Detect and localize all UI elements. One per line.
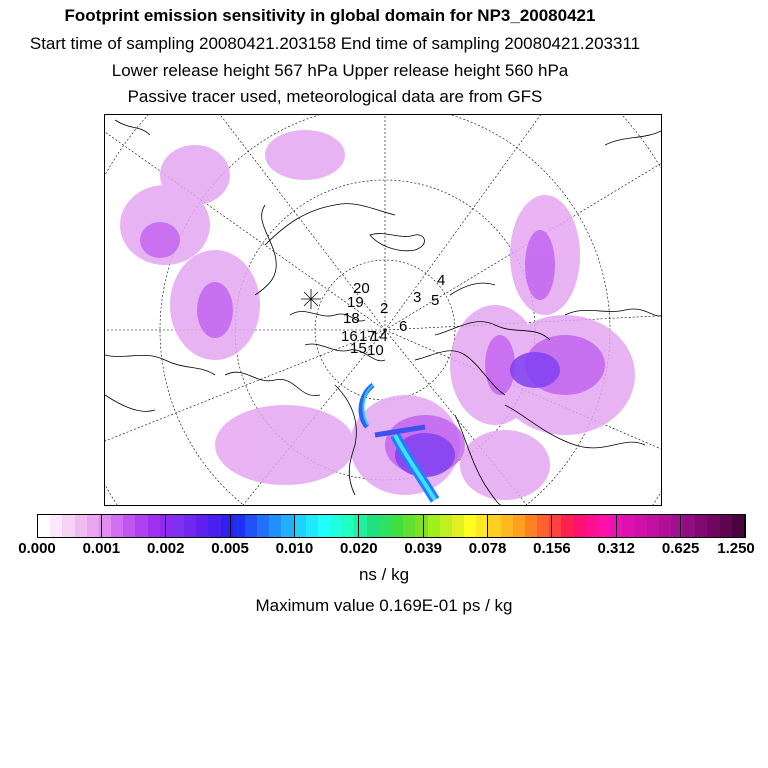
track-label: 16 xyxy=(341,328,358,345)
colorbar-units: ns / kg xyxy=(358,565,410,584)
colorbar-label: 1.250 xyxy=(717,540,755,557)
colorbar-label: 0.001 xyxy=(82,540,121,557)
colorbar-swatch xyxy=(488,515,500,537)
track-label: 10 xyxy=(367,342,384,359)
colorbar-swatch xyxy=(574,515,586,537)
colorbar-label: 0.020 xyxy=(340,540,378,557)
colorbar xyxy=(37,514,745,538)
colorbar-swatch xyxy=(208,515,220,537)
colorbar-tick xyxy=(37,514,38,538)
colorbar-swatch xyxy=(513,515,525,537)
polar-map xyxy=(105,115,662,506)
colorbar-tick xyxy=(101,514,102,538)
colorbar-tick xyxy=(294,514,295,538)
colorbar-tick xyxy=(487,514,488,538)
release-height-line: Lower release height 567 hPa Upper release height 560 hPa xyxy=(111,61,569,80)
track-label: 15 xyxy=(350,340,367,357)
colorbar-swatch xyxy=(659,515,671,537)
colorbar-tick xyxy=(165,514,166,538)
colorbar-swatch xyxy=(257,515,269,537)
colorbar-tick xyxy=(680,514,681,538)
colorbar-label: 0.010 xyxy=(275,540,314,557)
colorbar-swatch xyxy=(440,515,452,537)
colorbar-swatch xyxy=(732,515,744,537)
colorbar-swatch xyxy=(403,515,415,537)
track-labels xyxy=(341,272,445,359)
colorbar-swatch xyxy=(354,515,366,537)
maximum-value-text: Maximum value 0.169E-01 ps / kg xyxy=(255,596,513,615)
colorbar-tick xyxy=(551,514,552,538)
colorbar-swatch xyxy=(622,515,634,537)
tracer-info-line: Passive tracer used, meteorological data are from GFS xyxy=(127,87,543,106)
colorbar-swatch xyxy=(452,515,464,537)
map-panel xyxy=(104,114,662,506)
colorbar-label: 0.000 xyxy=(18,540,56,557)
colorbar-swatch xyxy=(561,515,573,537)
colorbar-swatch xyxy=(330,515,342,537)
colorbar-swatch xyxy=(148,515,160,537)
colorbar-swatch xyxy=(695,515,707,537)
colorbar-swatch xyxy=(184,515,196,537)
colorbar-tick xyxy=(358,514,359,538)
track-label: 5 xyxy=(431,292,440,309)
colorbar-swatch xyxy=(342,515,354,537)
colorbar-swatch xyxy=(647,515,659,537)
colorbar-swatch xyxy=(391,515,403,537)
colorbar-swatch xyxy=(586,515,598,537)
colorbar-swatch xyxy=(281,515,293,537)
colorbar-swatch xyxy=(233,515,245,537)
colorbar-label: 0.039 xyxy=(404,540,442,557)
colorbar-swatch xyxy=(379,515,391,537)
track-label: 6 xyxy=(399,318,408,335)
colorbar-label: 0.078 xyxy=(468,540,507,557)
track-label: 17 xyxy=(359,328,376,345)
colorbar-swatch xyxy=(196,515,208,537)
colorbar-swatch xyxy=(598,515,610,537)
colorbar-swatch xyxy=(671,515,683,537)
colorbar-swatch xyxy=(707,515,719,537)
colorbar-swatch xyxy=(501,515,513,537)
track-label: 14 xyxy=(371,328,388,345)
colorbar-swatch xyxy=(38,515,50,537)
colorbar-label: 0.625 xyxy=(661,540,700,557)
track-label: 19 xyxy=(347,294,364,311)
colorbar-swatch xyxy=(306,515,318,537)
colorbar-swatch xyxy=(720,515,732,537)
colorbar-swatch xyxy=(367,515,379,537)
colorbar-swatch xyxy=(683,515,695,537)
colorbar-swatch xyxy=(87,515,99,537)
track-label: 4 xyxy=(437,272,446,289)
colorbar-tick xyxy=(745,514,746,538)
track-label: 2 xyxy=(380,300,389,317)
colorbar-swatch xyxy=(537,515,549,537)
colorbar-swatch xyxy=(62,515,74,537)
track-label: 18 xyxy=(343,310,360,327)
track-label: 20 xyxy=(353,280,370,297)
colorbar-swatch xyxy=(221,515,233,537)
colorbar-swatch xyxy=(135,515,147,537)
colorbar-swatch xyxy=(415,515,427,537)
colorbar-label: 0.156 xyxy=(533,540,571,557)
colorbar-swatch xyxy=(318,515,330,537)
colorbar-label: 0.005 xyxy=(211,540,249,557)
release-point-marker xyxy=(301,289,321,309)
colorbar-swatch xyxy=(525,515,537,537)
colorbar-swatch xyxy=(634,515,646,537)
map-title: Footprint emission sensitivity in global domain for NP3_20080421 xyxy=(64,6,596,25)
colorbar-swatch xyxy=(294,515,306,537)
colorbar-swatch xyxy=(75,515,87,537)
colorbar-swatch xyxy=(428,515,440,537)
colorbar-swatch xyxy=(464,515,476,537)
colorbar-label: 0.002 xyxy=(146,540,185,557)
sampling-time-line: Start time of sampling 20080421.203158 End time of sampling 20080421.203311 xyxy=(29,34,641,53)
colorbar-swatch xyxy=(111,515,123,537)
colorbar-swatch xyxy=(123,515,135,537)
colorbar-tick xyxy=(423,514,424,538)
track-label: 3 xyxy=(413,289,422,306)
colorbar-label: 0.312 xyxy=(597,540,636,557)
colorbar-tick xyxy=(230,514,231,538)
colorbar-swatch xyxy=(172,515,184,537)
colorbar-tick xyxy=(616,514,617,538)
colorbar-swatch xyxy=(245,515,257,537)
colorbar-swatch xyxy=(50,515,62,537)
colorbar-swatch xyxy=(269,515,281,537)
